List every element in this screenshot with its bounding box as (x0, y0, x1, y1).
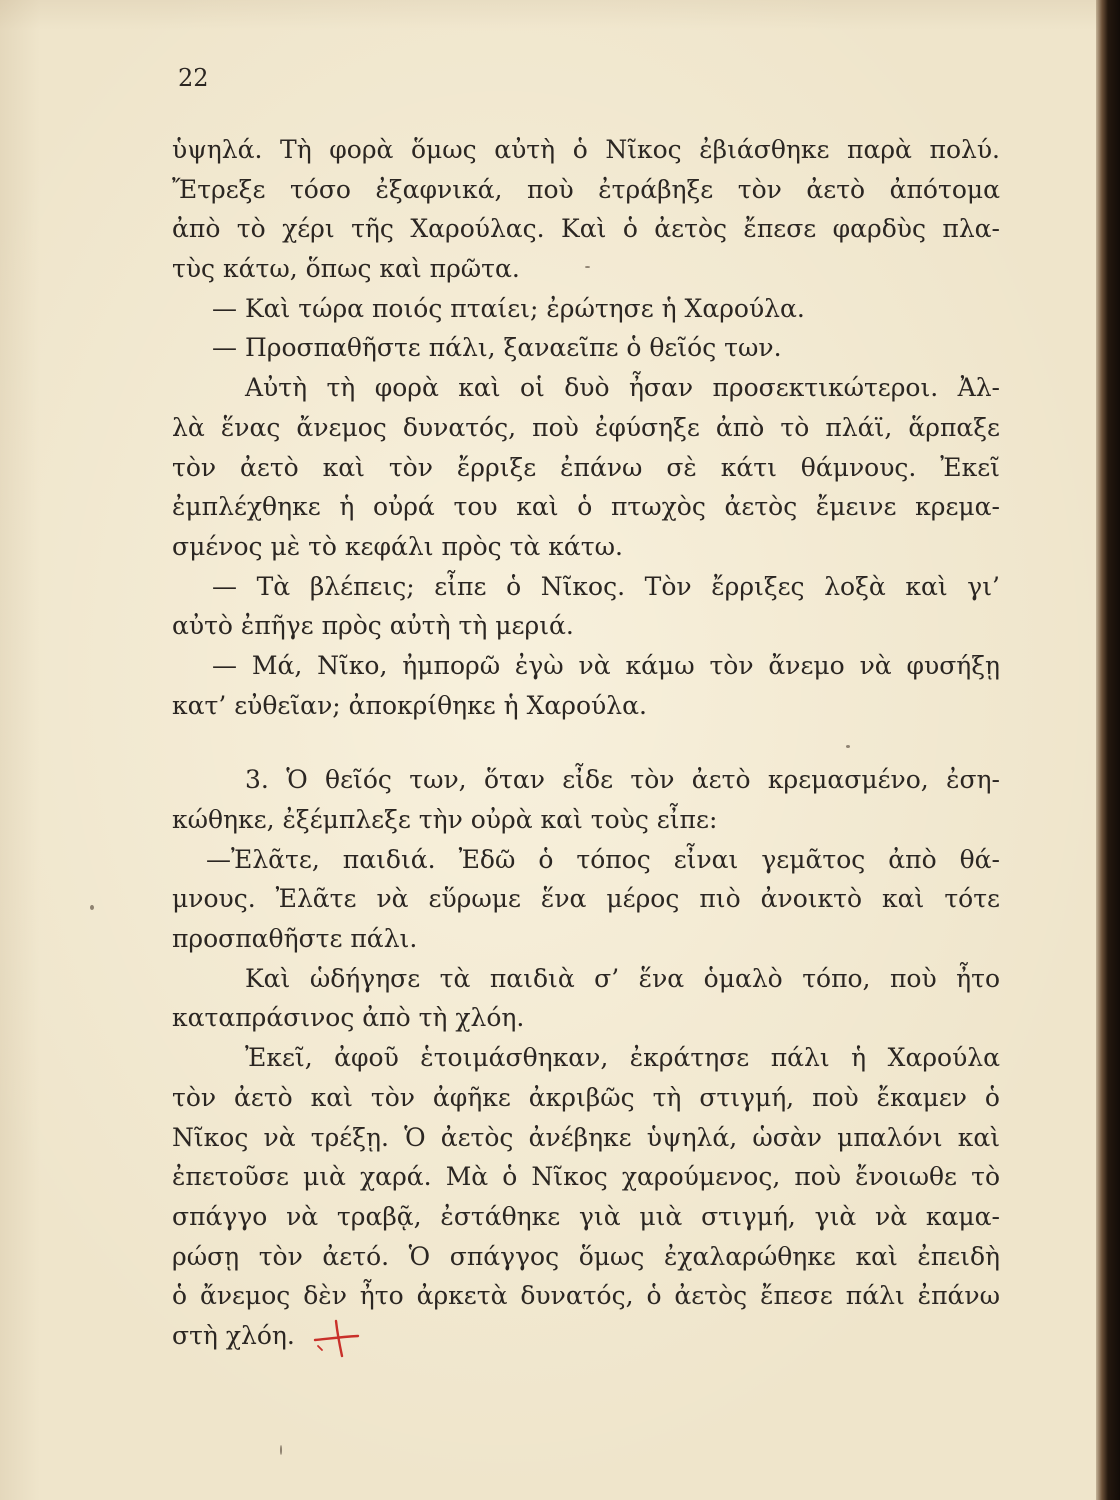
text-line: κατ’ εὐθεῖαν; ἀποκρίθηκε ἡ Χαρούλα. (172, 690, 647, 720)
page-body-text (172, 130, 1000, 1356)
red-mark-horizontal-stroke (315, 1336, 358, 1340)
text-line: αὐτὸ ἐπῆγε πρὸς αὐτὴ τὴ μεριά. (172, 611, 574, 641)
text-line: Αὐτὴ τὴ φορὰ καὶ οἱ δυὸ ἦσαν προσεκτικώτεροι. Ἀλ- (245, 373, 1000, 403)
paragraph (172, 959, 1000, 1038)
text-line: ἐμπλέχθηκε ἡ οὐρά του καὶ ὁ πτωχὸς ἀετὸς ἔμεινε κρεμα- (172, 492, 1000, 522)
text-line: ἀπὸ τὸ χέρι τῆς Χαρούλας. Καὶ ὁ ἀετὸς ἔπεσε φαρδὺς πλα- (172, 214, 1000, 244)
text-line: κώθηκε, ἐξέμπλεξε τὴν οὐρὰ καὶ τοὺς εἶπε: (172, 805, 718, 834)
text-line: τὸν ἀετὸ καὶ τὸν ἔρριξε ἐπάνω σὲ κάτι θάμνους. Ἐκεῖ (172, 452, 1000, 482)
page-number: 22 (178, 64, 209, 92)
text-line: ρώσῃ τὸν ἀετό. Ὁ σπάγγος ὅμως ἐχαλαρώθηκε καὶ ἐπειδὴ (172, 1241, 1000, 1271)
red-mark-tick-stroke (318, 1346, 322, 1350)
text-line: — Προσπαθῆστε πάλι, ξαναεῖπε ὁ θεῖός των. (212, 333, 782, 363)
text-line: ὁ ἄνεμος δὲν ἦτο ἀρκετὰ δυνατός, ὁ ἀετὸς ἔπεσε πάλι ἐπάνω (172, 1281, 1000, 1311)
paragraph (172, 328, 1000, 368)
handwritten-red-cross-mark (312, 1316, 364, 1360)
text-line: Ἐκεῖ, ἀφοῦ ἑτοιμάσθηκαν, ἐκράτησε πάλι ἡ Χαρούλα (245, 1043, 1000, 1073)
paper-speck (280, 1445, 282, 1455)
text-line: — Τὰ βλέπεις; εἶπε ὁ Νῖκος. Τὸν ἔρριξες λοξὰ καὶ γι’ (212, 571, 1000, 601)
text-line: Ἔτρεξε τόσο ἐξαφνικά, ποὺ ἐτράβηξε τὸν ἀετὸ ἀπότομα (172, 174, 1000, 204)
paper-speck (90, 905, 94, 910)
text-line: μνους. Ἐλᾶτε νὰ εὕρωμε ἕνα μέρος πιὸ ἀνοικτὸ καὶ τότε (172, 884, 1000, 914)
text-line: ὑψηλά. Τὴ φορὰ ὅμως αὐτὴ ὁ Νῖκος ἐβιάσθηκε παρὰ πολύ. (172, 135, 1000, 164)
text-line: σμένος μὲ τὸ κεφάλι πρὸς τὰ κάτω. (172, 531, 623, 561)
paragraph (172, 289, 1000, 329)
text-line: στὴ χλόη. (172, 1320, 295, 1350)
text-line: 3. Ὁ θεῖός των, ὅταν εἶδε τὸν ἀετὸ κρεμασμένο, ἐση- (245, 765, 1000, 795)
paragraph (172, 567, 1000, 646)
text-line: λὰ ἕνας ἄνεμος δυνατός, ποὺ ἐφύσηξε ἀπὸ τὸ πλάϊ, ἅρπαξε (172, 412, 1000, 442)
text-line: Καὶ ὡδήγησε τὰ παιδιὰ σ’ ἕνα ὁμαλὸ τόπο, ποὺ ἦτο (245, 963, 1000, 993)
paper-speck (846, 745, 850, 748)
text-line: ἐπετοῦσε μιὰ χαρά. Μὰ ὁ Νῖκος χαρούμενος, ποὺ ἔνοιωθε τὸ (172, 1162, 1000, 1192)
paragraph (172, 840, 1000, 959)
paragraph (172, 368, 1000, 566)
paragraph (172, 1038, 1000, 1356)
scan-page-edge (1096, 0, 1120, 1500)
text-line: —Ἐλᾶτε, παιδιά. Ἐδῶ ὁ τόπος εἶναι γεμᾶτος ἀπὸ θά- (206, 844, 1000, 874)
text-line: Νῖκος νὰ τρέξῃ. Ὁ ἀετὸς ἀνέβηκε ὑψηλά, ὡσὰν μπαλόνι καὶ (172, 1122, 1000, 1152)
paragraph (172, 130, 1000, 289)
text-line: τὸν ἀετὸ καὶ τὸν ἀφῆκε ἀκριβῶς τὴ στιγμή, ποὺ ἔκαμεν ὁ (172, 1082, 1000, 1112)
text-line: — Μά, Νῖκο, ἠμπορῶ ἐγὼ νὰ κάμω τὸν ἄνεμο νὰ φυσήξῃ (212, 650, 1000, 680)
text-line: σπάγγο νὰ τραβᾷ, ἐστάθηκε γιὰ μιὰ στιγμή, γιὰ νὰ καμα- (172, 1201, 1000, 1231)
text-line: τὺς κάτω, ὅπως καὶ πρῶτα. (172, 254, 520, 284)
text-line: προσπαθῆστε πάλι. (172, 924, 418, 954)
text-line: — Καὶ τώρα ποιός πταίει; ἐρώτησε ἡ Χαρούλα. (212, 293, 805, 323)
text-line: καταπράσινος ἀπὸ τὴ χλόη. (172, 1003, 525, 1033)
paragraph (172, 646, 1000, 725)
paper-speck (585, 266, 590, 268)
paragraph (172, 760, 1000, 839)
